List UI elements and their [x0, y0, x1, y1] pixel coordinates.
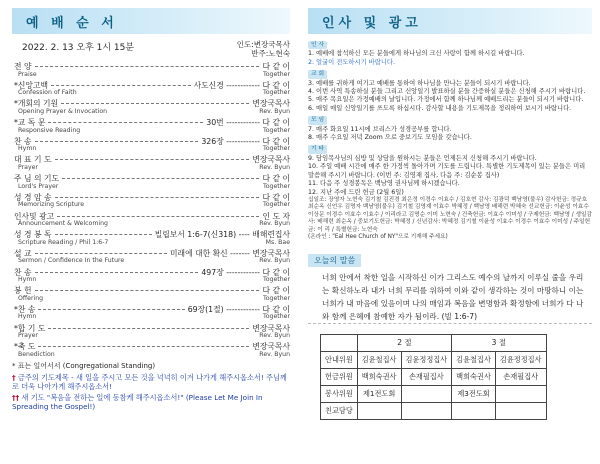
worship-item-english	[12, 145, 290, 153]
worship-item	[12, 173, 290, 191]
verse-title: 오늘의 말씀	[308, 254, 361, 267]
dash-leader	[38, 346, 249, 347]
announcement-item: 3. 예배를 귀하게 여기고 예배를 통하여 하나님을 만나는 분들이 되시기 바랍니다.	[308, 79, 531, 87]
dash-leader	[51, 85, 191, 86]
worship-item-english	[12, 89, 290, 97]
duty-cell: 손재필집사	[401, 368, 452, 385]
worship-item-english	[12, 201, 290, 209]
prayer-new-text: 새 기도 "복음을 전하는 일에 동참케 해주시옵소서!" (Please Let Me Join In Spreading the Gospel!)	[12, 392, 263, 411]
duty-label-cell: 봉사위원	[321, 385, 358, 402]
duty-cell	[452, 402, 496, 419]
worship-item-english-title: Benediction	[18, 350, 55, 358]
dash-leader	[55, 234, 152, 235]
announcement-item: 12. 지난 주에 드린 헌금 (2월 6일)	[308, 188, 404, 196]
worship-item-english-title: Announcement & Welcoming	[18, 220, 108, 227]
worship-item-title: 찬 송	[14, 136, 32, 146]
duty-cell: 김윤정정집사	[495, 351, 546, 368]
worship-item-leader: 변장국목사	[252, 99, 290, 109]
worship-item	[12, 117, 290, 135]
table-row	[321, 402, 547, 419]
worship-item-line	[12, 341, 290, 351]
announcement-item: 10. 주일 예배 시간에 매주 한 가정씩 돌아가며 기도를 드립니다. 특별한 기도제목이 있는 분들은 미리 말씀해 주시기 바랍니다. (이번 주: 김영재 집사, 다음 주: 김순봉 집사)	[308, 163, 586, 179]
worship-item-title: 주 님 의 기도	[14, 174, 60, 184]
worship-item-title: *신앙고백	[14, 80, 49, 90]
table-header-row	[321, 334, 547, 351]
worship-item-leader: 30번 ------------ 다 같 이	[206, 118, 290, 128]
worship-item-title: 대 표 기 도	[14, 155, 52, 165]
accompanist-line: 반주:노현숙	[251, 49, 290, 58]
worship-item-english	[12, 313, 290, 321]
worship-order-banner: 예 배 순 서	[12, 8, 290, 34]
worship-item	[12, 229, 290, 247]
worship-item-leader: 변장국목사	[252, 323, 290, 333]
worship-item-english	[12, 351, 290, 359]
dash-leader	[55, 197, 260, 198]
greeting-group	[308, 40, 592, 67]
worship-item-leader: 사도신경 ------------ 다 같 이	[193, 80, 290, 90]
announcement-item: 5. 매주 목요일은 가정예배의 날입니다. 가정에서 함께 하나님께 예배드리는 분들이 되시기 바랍니다.	[308, 96, 584, 104]
worship-item-leader: 미래에 대한 확신 ------- 변장국목사	[170, 248, 290, 258]
worship-item-english-title: Lord's Prayer	[18, 182, 59, 190]
announcement-item: 9. 담임목사님의 심방 및 상담을 원하시는 분들은 언제든지 신청해 주시기 바랍니다.	[308, 154, 537, 162]
duty-cell: 김윤철집사	[452, 351, 496, 368]
worship-item-english-title: Hymn	[18, 313, 37, 321]
leader-line: 인도:변장국목사	[236, 40, 290, 49]
worship-item-english-leader: Together	[263, 89, 290, 97]
worship-item-line	[12, 117, 290, 127]
worship-item-title: 찬 송	[14, 267, 32, 277]
leader-info	[237, 40, 290, 58]
greeting-tag: 인 사	[308, 41, 327, 49]
duty-cell	[401, 402, 452, 419]
worship-item-english-title: Hymn	[18, 145, 37, 153]
worship-item	[12, 154, 290, 172]
worship-item-english-leader: Rev. Byun	[259, 163, 290, 171]
worship-item-english-leader: Together	[263, 276, 290, 284]
worship-item-title: 성 경 암 송	[14, 192, 52, 202]
prayer-topic-new	[12, 393, 290, 411]
offering-list: 십일조: 장영자 노현숙 김기철 김진경 최은정 이경수 이효수 / 김호현 감사: 김광덕 백남영(불우) 감사헌금: 정규호 최순옥 신언우 김명자 백남영(불우) 김기철 김영재 이효수 박혜정 / 백남영 배해련 박혜숙 선교헌금: 이윤성 이효수 이상문 이경수 이효수 이효수 / 이리라고 김명순 이미 노현숙 / 건축헌금: 이효수 이미성 / 구제헌금: 백남영 / 생일감사: 배해련 최순옥 / 중보기도헌금: 박혜정 / 신년감사: 박혜정 김기철 이윤성 이효수 이경수 이효수 이미성 / 주일헌금: 이 리 / 특별헌금: 노현숙	[308, 196, 592, 233]
worship-item-line	[12, 98, 290, 108]
meeting-tag: 모 임	[308, 116, 327, 124]
worship-item-line	[12, 154, 290, 164]
announcement-item: 1. 예배에 참석하신 모든 분들에게 하나님의 크신 사랑이 함께 하시길 바랍니다.	[308, 50, 525, 58]
double-dagger-mark: ††	[12, 392, 20, 402]
church-group	[308, 69, 592, 113]
worship-items	[12, 61, 290, 359]
worship-item-english-leader: Together	[263, 145, 290, 153]
worship-item-english-title: Memorizing Scripture	[18, 201, 85, 209]
announcement-item: 4. 이번 사역 특송하실 분들 그리고 신앙일기 발표하실 분들 간증하실 분들은 신청해 주시기 바랍니다.	[308, 88, 586, 96]
prayer-topic-weekly	[12, 373, 290, 391]
worship-item-line	[12, 192, 290, 202]
worship-item-title: 인사및 광고	[14, 211, 55, 221]
worship-item-english-title: Offering	[18, 294, 44, 302]
worship-item-leader: 다 같 이	[262, 174, 290, 184]
worship-item-english	[12, 183, 290, 191]
worship-item-english-leader: Together	[263, 70, 290, 78]
worship-item-leader: 다 같 이	[262, 192, 290, 202]
announcements-banner: 인사 및 광고	[308, 8, 592, 34]
dash-leader	[57, 216, 259, 217]
duty-cell	[495, 402, 546, 419]
duty-cell	[401, 385, 452, 402]
worship-item-line	[12, 304, 290, 314]
worship-item-english-leader: Rev. Byun	[259, 220, 290, 227]
announcements-column	[300, 0, 600, 464]
worship-item-english-title: Responsive Reading	[18, 126, 81, 134]
worship-item-english-title: Prayer	[18, 332, 38, 340]
worship-item-leader: 변장국목사	[252, 342, 290, 352]
worship-item-line	[12, 211, 290, 221]
dash-leader	[55, 159, 250, 160]
worship-item-leader: 69장(1절) ------------ 다 같 이	[187, 304, 290, 314]
worship-item-line	[12, 267, 290, 277]
prayer-topic-text: 금주의 기도제목 - 새 일을 주시고 모든 것을 넉넉히 이겨 나가게 해주시옵소서! 주님께로 더욱 나아가게 해주시옵소서!	[12, 372, 287, 391]
worship-item-english-leader: Together	[263, 126, 290, 134]
announcement-item: 6. 매일 매일 신앙일기를 쓰도록 하십시다. 감사할 내용을 기도제목을 정리하여 보시기 바랍니다.	[308, 104, 572, 112]
worship-item-english-title: Scripture Reading / Phil 1:6-7	[18, 238, 109, 246]
worship-item	[12, 211, 290, 229]
dash-leader	[35, 66, 260, 67]
announcement-item: 2. 얼굴이 전도하시기 바랍니다.	[308, 58, 396, 66]
dash-leader	[35, 141, 199, 142]
announcement-item: 8. 매주 수요일 저녁 Zoom 으로 중보기도 모임을 갖습니다.	[308, 134, 472, 142]
worship-item-english-leader: Rev. Byun	[259, 257, 290, 265]
duty-cell: 백희숙권사	[357, 368, 401, 385]
worship-item-leader: 다 같 이	[262, 286, 290, 296]
worship-item	[12, 285, 290, 303]
worship-item-english	[12, 127, 290, 135]
week3-header: 3 절	[452, 334, 546, 351]
duty-cell: 김윤철집사	[357, 351, 401, 368]
worship-item-english-title: Opening Prayer & Invocation	[18, 107, 108, 115]
worship-item-title: *찬 송	[14, 304, 36, 314]
dash-leader	[62, 178, 259, 179]
table-corner	[321, 334, 358, 351]
dash-leader	[48, 122, 203, 123]
worship-item-title: *축 도	[14, 342, 36, 352]
worship-item	[12, 341, 290, 359]
dash-leader	[35, 253, 167, 254]
worship-item-line	[12, 248, 290, 258]
table-row	[321, 385, 547, 402]
worship-item	[12, 304, 290, 322]
worship-item	[12, 98, 290, 116]
worship-item-title: 봉 헌	[14, 286, 32, 296]
worship-item-english	[12, 257, 290, 265]
table-body	[321, 351, 547, 419]
service-date: 2022. 2. 13 오후 1시 15분	[22, 43, 135, 53]
worship-item-line	[12, 61, 290, 71]
worship-item-english	[12, 220, 290, 228]
worship-item-title: 성 경 봉 독	[14, 230, 52, 240]
worship-item-english-leader: Rev. Byun	[259, 107, 290, 115]
worship-item-english-leader: Together	[263, 313, 290, 321]
worship-item-english-leader: Ms. Bae	[265, 238, 290, 246]
announcement-item: 7. 매주 화요일 11시에 브리스가 성경공부를 합니다.	[308, 125, 452, 133]
duty-label-cell: 친교담당	[321, 402, 358, 419]
duty-cell	[357, 402, 401, 419]
worship-item-title: 전 양	[14, 62, 32, 71]
dash-leader	[35, 290, 260, 291]
dash-leader	[35, 272, 199, 273]
dagger-mark: †	[12, 372, 16, 382]
worship-item-title: *교 독 문	[14, 118, 46, 128]
worship-item-english-title: Confession of Faith	[18, 89, 77, 97]
worship-item-leader: 인 도 자	[262, 211, 290, 221]
worship-item-leader: 497장 ------------ 다 같 이	[201, 267, 290, 277]
worship-item-title: 설 교	[14, 248, 32, 258]
worship-item-english-leader: Together	[263, 201, 290, 209]
worship-item-leader: 변장국목사	[252, 155, 290, 165]
worship-item-english-leader: Rev. Byun	[259, 350, 290, 358]
week2-header: 2 절	[357, 334, 451, 351]
worship-item	[12, 248, 290, 266]
announcement-item: 11. 다음 주 성경봉독은 백남영 권사님께 하시겠습니다.	[308, 180, 460, 188]
worship-item-line	[12, 323, 290, 333]
worship-item	[12, 61, 290, 79]
worship-item-leader: 빌립보서 1:6-7(신318) ---- 배해련집사	[154, 230, 290, 240]
worship-item-english	[12, 276, 290, 284]
announcements	[308, 40, 592, 242]
worship-item-english-title: Praise	[18, 70, 37, 78]
duty-label-cell: 헌금위원	[321, 368, 358, 385]
dash-leader	[48, 328, 249, 329]
duty-cell: 손재필집사	[495, 368, 546, 385]
worship-item	[12, 80, 290, 98]
verse-text: 너희 안에서 착한 일을 시작하신 이가 그리스도 예수의 날까지 이루실 줄을 우리는 확신하노라 내가 너희 무리를 위하여 이와 같이 생각하는 것이 마땅하니 이는 너희가 내 마음에 있음이며 나의 매임과 복음을 변명함과 확정함에 너희가 다 나와 함께 은혜에 참예한 자가 됨이라. (빌 1:6-7)	[308, 267, 592, 324]
worship-item	[12, 192, 290, 210]
online-note: (온라인 : "Eal Hee Church of NY"으로 기재해 주세요)	[308, 234, 448, 241]
dash-leader	[38, 309, 184, 310]
worship-item-title: *개회의 기원	[14, 99, 59, 109]
worship-item-line	[12, 80, 290, 90]
worship-item-english	[12, 71, 290, 79]
meeting-group	[308, 115, 592, 142]
worship-item	[12, 267, 290, 285]
duty-cell: 김윤정정집사	[401, 351, 452, 368]
worship-item-english-leader: Together	[263, 182, 290, 190]
standing-note: * 표는 일어서서 (Congregational Standing)	[12, 361, 156, 370]
service-header	[12, 40, 290, 58]
worship-item-english	[12, 295, 290, 303]
worship-item-title: *합 기 도	[14, 323, 46, 333]
worship-item-english-leader: Together	[263, 294, 290, 302]
worship-item-line	[12, 136, 290, 146]
duty-cell	[495, 385, 546, 402]
worship-item-english	[12, 108, 290, 116]
duty-cell: 제1전도회	[357, 385, 401, 402]
worship-item-english	[12, 332, 290, 340]
worship-item-english	[12, 239, 290, 247]
worship-item-leader: 다 같 이	[262, 62, 290, 71]
worship-item-line	[12, 285, 290, 295]
worship-item-line	[12, 173, 290, 183]
worship-item	[12, 136, 290, 154]
table-row	[321, 351, 547, 368]
worship-item-english	[12, 164, 290, 172]
dash-leader	[61, 103, 249, 104]
table-row	[321, 368, 547, 385]
worship-item-english-leader: Rev. Byun	[259, 332, 290, 340]
duty-cell: 제3전도회	[452, 385, 496, 402]
worship-item-english-title: Hymn	[18, 276, 37, 284]
worship-item-leader: 326장 ------------ 다 같 이	[201, 136, 290, 146]
other-group	[308, 144, 592, 241]
church-tag: 교 회	[308, 70, 327, 78]
worship-item-english-title: Prayer	[18, 163, 38, 171]
worship-item-line	[12, 229, 290, 239]
duty-cell: 백희숙권사	[452, 368, 496, 385]
duty-label-cell: 안내위원	[321, 351, 358, 368]
service-duty-table	[320, 334, 547, 420]
worship-item	[12, 323, 290, 341]
other-tag: 기 타	[308, 145, 327, 153]
worship-item-english-title: Sermon / Confidence In the Future	[18, 257, 125, 265]
